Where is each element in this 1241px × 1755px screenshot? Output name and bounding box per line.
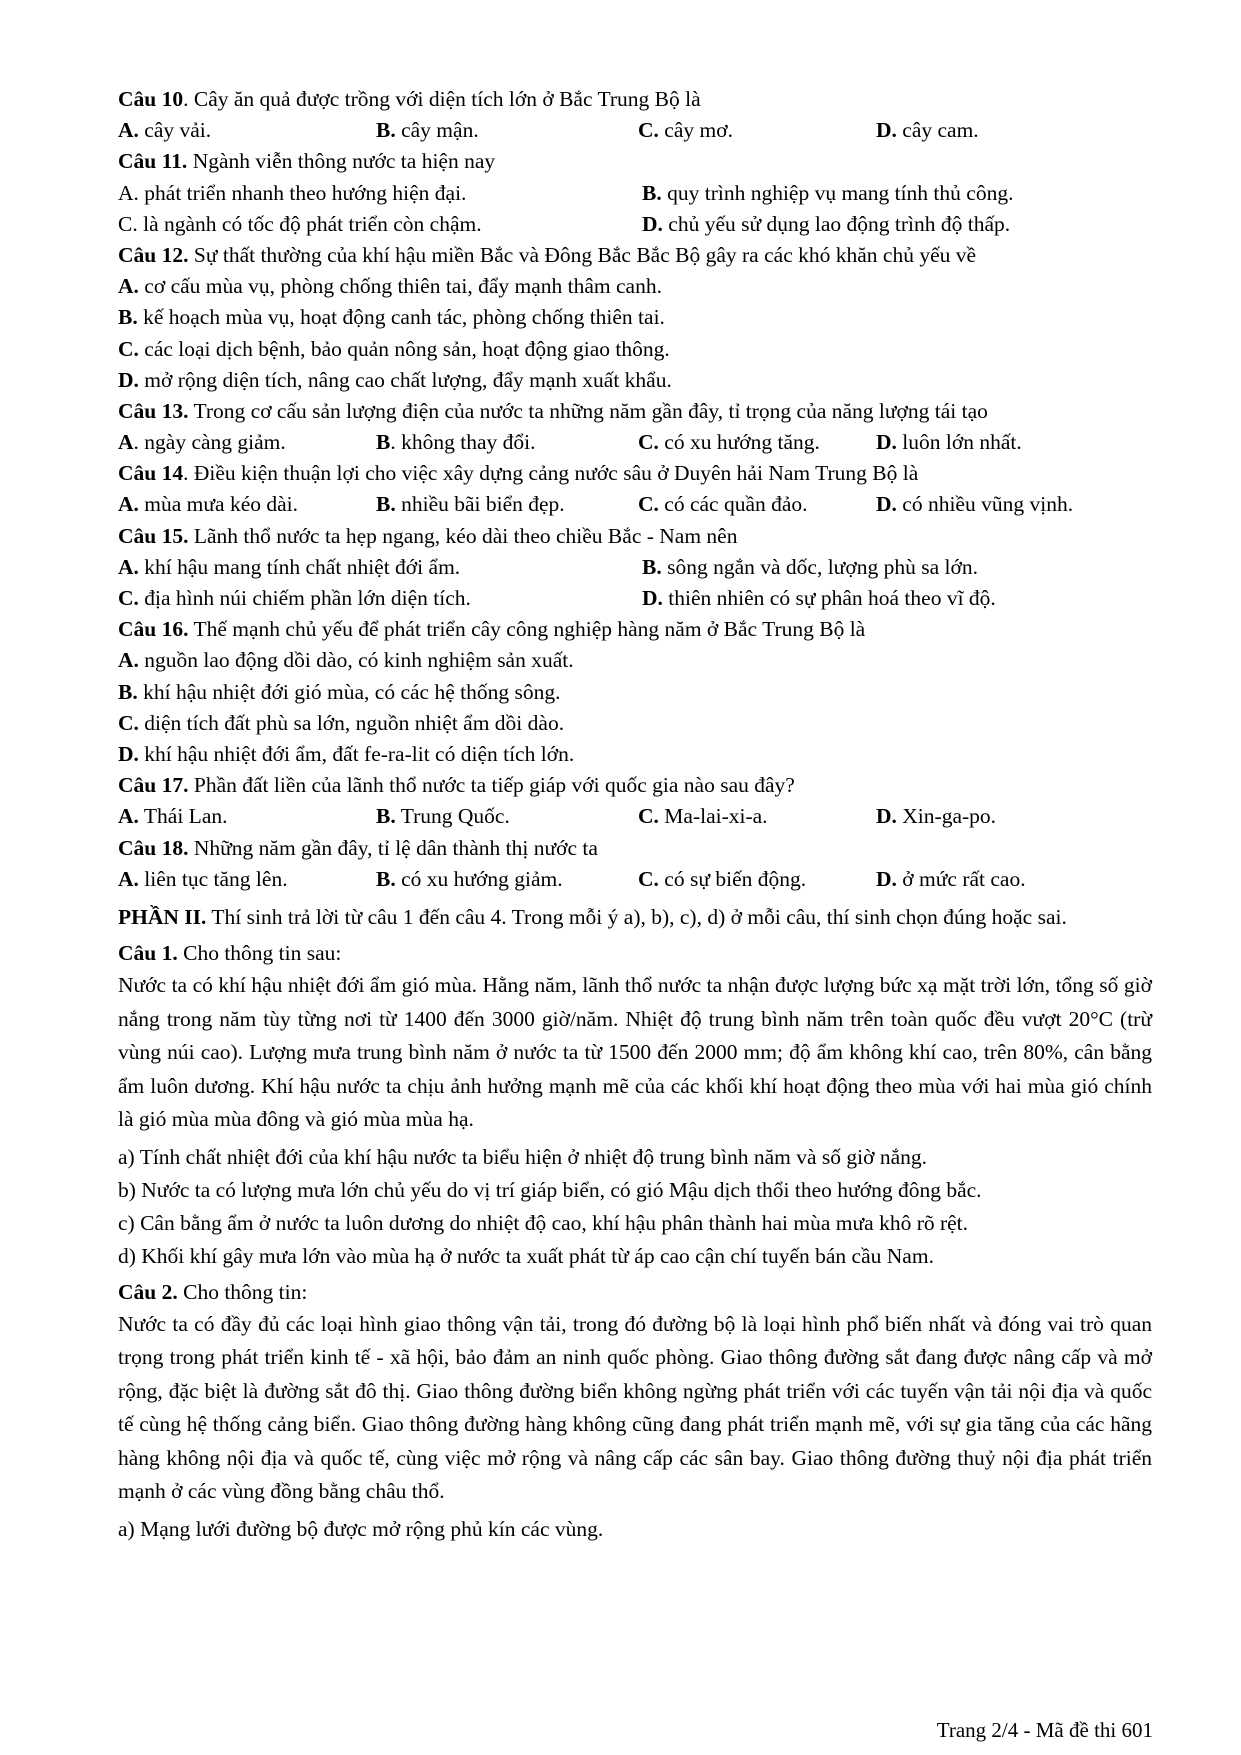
option-text: quy trình nghiệp vụ mang tính thủ công. (667, 180, 1014, 205)
answer-option (638, 115, 876, 146)
options-row (118, 801, 1152, 832)
question-label: Câu 17. (118, 773, 189, 798)
options-row (118, 427, 1152, 458)
option-text: cây vải. (144, 118, 212, 143)
option-text: cây mận. (401, 118, 479, 143)
question-separator: . (183, 87, 194, 111)
answer-option (642, 583, 1142, 614)
answer-option (118, 115, 376, 146)
options-row (118, 864, 1152, 895)
question-label: Câu 11. (118, 149, 188, 174)
question-stem (118, 84, 1152, 115)
option-key: D. (876, 866, 897, 891)
answer-option (118, 489, 376, 520)
options-row (118, 677, 1152, 708)
part-2-instruction: Thí sinh trả lời từ câu 1 đến câu 4. Trong mỗi ý a), b), c), d) ở mỗi câu, thí sinh chọn đúng hoặc sai. (211, 904, 1067, 929)
option-key: A. (118, 866, 139, 891)
option-text: mùa mưa kéo dài. (144, 492, 299, 517)
question-text: Thế mạnh chủ yếu để phát triển cây công nghiệp hàng năm ở Bắc Trung Bộ là (193, 617, 866, 642)
option-text: . ngày càng giảm. (133, 430, 286, 455)
part-2-title: PHẦN II. (118, 904, 207, 929)
answer-option (642, 178, 1142, 209)
option-key: B. (642, 554, 662, 579)
options-row (118, 365, 1152, 396)
answer-option (118, 552, 642, 583)
option-text: ở mức rất cao. (902, 866, 1026, 891)
answer-option (638, 489, 876, 520)
answer-option (638, 427, 876, 458)
option-text: . không thay đổi. (390, 430, 536, 455)
option-text: khí hậu nhiệt đới gió mùa, có các hệ thống sông. (143, 679, 561, 704)
option-key: C. (118, 710, 139, 735)
answer-option (118, 427, 376, 458)
answer-option (118, 334, 670, 365)
question-separator: . (183, 461, 194, 486)
question-stem (118, 614, 1152, 645)
answer-option (876, 801, 1136, 832)
option-key: A. (118, 492, 139, 517)
true-false-statement: c) Cân bằng ẩm ở nước ta luôn dương do nhiệt độ cao, khí hậu phân thành hai mùa mưa khô rõ rệt. (118, 1210, 969, 1235)
part-2-questions (118, 938, 1152, 1546)
answer-option (876, 115, 1136, 146)
options-row (118, 334, 1152, 365)
question-text: Lãnh thổ nước ta hẹp ngang, kéo dài theo chiều Bắc - Nam nên (193, 523, 738, 548)
answer-option (118, 708, 564, 739)
answer-option (642, 209, 1142, 240)
question-intro: Cho thông tin: (183, 1279, 308, 1304)
option-text: phát triển nhanh theo hướng hiện đại. (144, 180, 467, 205)
option-text: có xu hướng giảm. (401, 866, 563, 891)
options-row (118, 552, 1152, 583)
question-text: Ngành viễn thông nước ta hiện nay (192, 149, 496, 174)
answer-option (376, 801, 638, 832)
question-text: Sự thất thường của khí hậu miền Bắc và Đông Bắc Bắc Bộ gây ra các khó khăn chủ yếu về (193, 242, 977, 267)
answer-option (118, 583, 642, 614)
info-paragraph: Nước ta có đầy đủ các loại hình giao thông vận tải, trong đó đường bộ là loại hình phổ biến nhất và đóng vai trò quan trọng trong phát triển kinh tế - xã hội, bảo đảm an ninh quốc phòng. Giao thông đường sắt đang được nâng cấp và mở rộng, đặc biệt là đường sắt đô thị. Giao thông đường biển không ngừng phát triển với các tuyến vận tải nội địa và quốc tế cùng hệ thống cảng biển. Giao thông đường hàng không cũng đang phát triển mạnh mẽ, với sự gia tăng của các hãng hàng không nội địa và quốc tế, cùng việc mở rộng và nâng cấp các sân bay. Giao thông đường thuỷ nội địa phát triển mạnh ở các vùng đồng bằng châu thổ. (118, 1311, 1152, 1504)
options-row (118, 115, 1152, 146)
option-text: cơ cấu mùa vụ, phòng chống thiên tai, đẩy mạnh thâm canh. (144, 274, 662, 299)
option-key: B. (118, 305, 138, 330)
question-stem (118, 240, 1152, 271)
option-key: D. (118, 367, 139, 392)
option-text: Thái Lan. (143, 804, 228, 829)
question-label: Câu 10 (118, 87, 184, 111)
option-text: có sự biến động. (664, 866, 807, 891)
question-stem (118, 458, 1152, 489)
option-text: khí hậu mang tính chất nhiệt đới ẩm. (144, 554, 461, 579)
option-key: D. (642, 211, 663, 236)
option-text: mở rộng diện tích, nâng cao chất lượng, đẩy mạnh xuất khẩu. (144, 367, 672, 392)
options-row (118, 302, 1152, 333)
part-2-header (118, 901, 1152, 934)
option-text: Xin-ga-po. (902, 804, 997, 829)
question-label: Câu 13. (118, 398, 189, 423)
option-key: D. (642, 586, 663, 610)
option-key: B. (118, 679, 138, 704)
options-row (118, 178, 1152, 209)
option-text: thiên nhiên có sự phân hoá theo vĩ độ. (668, 586, 996, 610)
options-row (118, 739, 1152, 770)
answer-option (118, 739, 574, 770)
option-key: C. (638, 866, 659, 891)
option-text: kế hoạch mùa vụ, hoạt động canh tác, phòng chống thiên tai. (143, 305, 665, 330)
option-key: B. (376, 804, 396, 829)
option-text: liên tục tăng lên. (144, 866, 288, 891)
option-key: B. (642, 180, 662, 205)
answer-option (118, 801, 376, 832)
options-row (118, 271, 1152, 302)
option-key: B. (376, 866, 396, 891)
true-false-statement: a) Mạng lưới đường bộ được mở rộng phủ kín các vùng. (118, 1516, 604, 1541)
option-key: C. (638, 118, 659, 143)
answer-option (376, 864, 638, 895)
option-text: Trung Quốc. (400, 804, 510, 829)
option-key: A. (118, 554, 139, 579)
option-key: C. (638, 804, 659, 829)
page-content (118, 84, 1152, 1546)
part-1-questions (118, 84, 1152, 895)
option-text: sông ngắn và dốc, lượng phù sa lớn. (667, 554, 978, 579)
options-row (118, 583, 1152, 614)
option-key: D. (876, 118, 897, 143)
option-text: địa hình núi chiếm phần lớn diện tích. (144, 586, 471, 610)
question-text: Trong cơ cấu sản lượng điện của nước ta những năm gần đây, tỉ trọng của năng lượng tái tạo (193, 398, 988, 423)
option-text: các loại dịch bệnh, bảo quản nông sản, hoạt động giao thông. (144, 336, 670, 361)
question-label: Câu 14 (118, 461, 184, 486)
answer-option (876, 489, 1136, 520)
question-stem (118, 770, 1152, 801)
question-stem (118, 146, 1152, 177)
answer-option (638, 864, 876, 895)
options-row (118, 645, 1152, 676)
question-text: Phần đất liền của lãnh thổ nước ta tiếp giáp với quốc gia nào sau đây? (193, 773, 795, 798)
option-text: cây mơ. (664, 118, 733, 143)
option-key: B. (376, 492, 396, 517)
option-text: khí hậu nhiệt đới ẩm, đất fe-ra-lit có diện tích lớn. (144, 741, 575, 766)
option-text: luôn lớn nhất. (902, 430, 1022, 455)
true-false-statement: d) Khối khí gây mưa lớn vào mùa hạ ở nước ta xuất phát từ áp cao cận chí tuyến bán cầu Nam. (118, 1243, 934, 1268)
option-key: A. (118, 118, 139, 143)
true-false-statement: a) Tính chất nhiệt đới của khí hậu nước ta biểu hiện ở nhiệt độ trung bình năm và số giờ nắng. (118, 1144, 928, 1169)
option-key: C. (118, 586, 139, 610)
answer-option (376, 489, 638, 520)
option-text: có các quần đảo. (664, 492, 808, 517)
question-label: Câu 18. (118, 835, 189, 860)
answer-option (118, 677, 561, 708)
question-stem (118, 833, 1152, 864)
option-key: D. (876, 804, 897, 829)
option-text: nhiều bãi biển đẹp. (401, 492, 565, 517)
question-stem (118, 938, 1152, 969)
option-key: A. (118, 648, 139, 673)
question-label: Câu 16. (118, 617, 189, 642)
answer-option (118, 271, 662, 302)
option-text: Ma-lai-xi-a. (664, 804, 768, 829)
option-key: C. (118, 336, 139, 361)
option-key: A (118, 430, 134, 455)
answer-option (376, 427, 638, 458)
true-false-statement: b) Nước ta có lượng mưa lớn chủ yếu do vị trí giáp biển, có gió Mậu dịch thổi theo hướng đông bắc. (118, 1177, 982, 1202)
info-paragraph: Nước ta có khí hậu nhiệt đới ẩm gió mùa. Hằng năm, lãnh thổ nước ta nhận được lượng bức xạ mặt trời lớn, tổng số giờ nắng trong năm tùy từng nơi từ 1400 đến 3000 giờ/năm. Nhiệt độ trung bình năm trên toàn quốc đều vượt 20°C (trừ vùng núi cao). Lượng mưa trung bình năm ở nước ta từ 1500 đến 2000 mm; độ ẩm không khí cao, trên 80%, cân bằng ẩm luôn dương. Khí hậu nước ta chịu ảnh hưởng mạnh mẽ của các khối khí hoạt động theo mùa với hai mùa gió chính là gió mùa mùa đông và gió mùa mùa hạ. (118, 973, 1152, 1132)
answer-option (876, 427, 1136, 458)
answer-option (118, 209, 642, 240)
option-key: A. (118, 180, 139, 205)
option-key: C. (118, 211, 138, 236)
question-text: Điều kiện thuận lợi cho việc xây dựng cảng nước sâu ở Duyên hải Nam Trung Bộ là (193, 461, 919, 486)
options-row (118, 489, 1152, 520)
answer-option (118, 302, 665, 333)
question-text: Những năm gần đây, tỉ lệ dân thành thị nước ta (193, 835, 598, 860)
option-text: có nhiều vũng vịnh. (902, 492, 1074, 517)
question-label: Câu 2. (118, 1279, 178, 1304)
option-key: A. (118, 274, 139, 299)
option-text: chủ yếu sử dụng lao động trình độ thấp. (668, 211, 1011, 236)
question-stem (118, 396, 1152, 427)
option-key: C. (638, 492, 659, 517)
option-key: B. (376, 118, 396, 143)
answer-option (638, 801, 876, 832)
question-label: Câu 15. (118, 523, 189, 548)
answer-option (376, 115, 638, 146)
question-stem (118, 1277, 1152, 1308)
option-key: B (376, 430, 391, 455)
answer-option (118, 365, 672, 396)
option-text: diện tích đất phù sa lớn, nguồn nhiệt ẩm dồi dào. (144, 710, 565, 735)
option-key: D. (876, 492, 897, 517)
option-key: D. (118, 741, 139, 766)
answer-option (642, 552, 1142, 583)
option-key: D. (876, 430, 897, 455)
option-key: C. (638, 430, 659, 455)
option-text: là ngành có tốc độ phát triển còn chậm. (143, 211, 482, 236)
question-stem (118, 521, 1152, 552)
option-key: A. (118, 804, 139, 829)
question-intro: Cho thông tin sau: (183, 940, 342, 965)
options-row (118, 708, 1152, 739)
option-text: nguồn lao động dồi dào, có kinh nghiệm sản xuất. (144, 648, 574, 673)
answer-option (876, 864, 1136, 895)
page-footer: Trang 2/4 - Mã đề thi 601 (936, 1718, 1153, 1742)
question-label: Câu 12. (118, 242, 189, 267)
question-text: Cây ăn quả được trồng với diện tích lớn ở Bắc Trung Bộ là (193, 87, 701, 111)
answer-option (118, 645, 574, 676)
answer-option (118, 864, 376, 895)
option-text: có xu hướng tăng. (664, 430, 820, 455)
options-row (118, 209, 1152, 240)
answer-option (118, 178, 642, 209)
option-text: cây cam. (902, 118, 979, 143)
question-label: Câu 1. (118, 940, 178, 965)
